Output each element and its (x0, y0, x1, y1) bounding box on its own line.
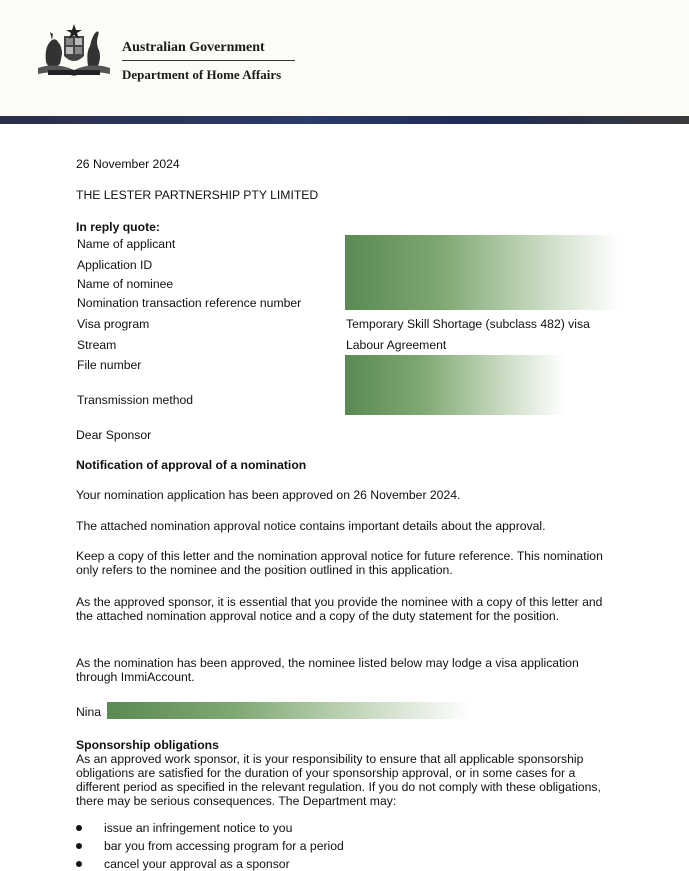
nominee-first-name: Nina (76, 705, 102, 719)
bullet-icon (76, 861, 82, 867)
field-label-nominee: Name of nominee (77, 277, 174, 291)
field-label-applicant: Name of applicant (77, 237, 176, 251)
field-label-application-id: Application ID (77, 258, 153, 272)
salutation: Dear Sponsor (76, 428, 152, 442)
reply-quote-heading: In reply quote: (76, 220, 160, 234)
redacted-block-file (345, 355, 565, 415)
coat-of-arms-icon (36, 22, 112, 78)
letter-subject: Notification of approval of a nomination (76, 458, 307, 472)
header-band (0, 116, 689, 124)
bullet-icon (76, 843, 82, 849)
paragraph-keep-copy: Keep a copy of this letter and the nomination approval notice for future reference. This nomination only refers to the nominee and the position outlined in this application. (76, 549, 603, 577)
field-label-file-number: File number (77, 358, 142, 372)
redacted-nominee-name (107, 702, 472, 719)
field-label-stream: Stream (77, 338, 117, 352)
field-label-reference-number: Nomination transaction reference number (77, 296, 302, 310)
department-name: Department of Home Affairs (122, 67, 282, 82)
paragraph-notice: The attached nomination approval notice contains important details about the approval. (76, 519, 546, 533)
letter-date: 26 November 2024 (76, 157, 180, 171)
bullet-item: issue an infringement notice to you (104, 821, 293, 835)
field-label-transmission: Transmission method (77, 393, 194, 407)
paragraph-sponsor: As the approved sponsor, it is essential that you provide the nominee with a copy of this letter and the attached nomination approval notice and a copy of the duty statement for the position. (76, 595, 603, 623)
bullet-item: bar you from accessing program for a period (104, 839, 344, 853)
paragraph-approved: Your nomination application has been approved on 26 November 2024. (76, 488, 461, 502)
field-value-stream: Labour Agreement (346, 338, 447, 352)
government-name: Australian Government (122, 40, 265, 55)
field-label-visa-program: Visa program (77, 317, 150, 331)
bullet-item: cancel your approval as a sponsor (104, 857, 290, 871)
paragraph-lodge: As the nomination has been approved, the nominee listed below may lodge a visa application through ImmiAccount. (76, 656, 579, 684)
addressee: THE LESTER PARTNERSHIP PTY LIMITED (76, 188, 319, 202)
bullet-icon (76, 825, 82, 831)
redacted-block-top (345, 235, 620, 310)
obligations-heading: Sponsorship obligations (76, 738, 219, 752)
obligations-paragraph: As an approved work sponsor, it is your responsibility to ensure that all applicable sponsorship obligations are satisfied for the duration of your sponsorship approval, or in some cases for a different period as specified in the relevant regulation. If you do not comply with these obligations, there may be serious consequences. The Department may: (76, 752, 601, 808)
header-divider (122, 60, 295, 61)
letterhead (0, 0, 689, 117)
field-value-visa-program: Temporary Skill Shortage (subclass 482) visa (346, 317, 590, 331)
